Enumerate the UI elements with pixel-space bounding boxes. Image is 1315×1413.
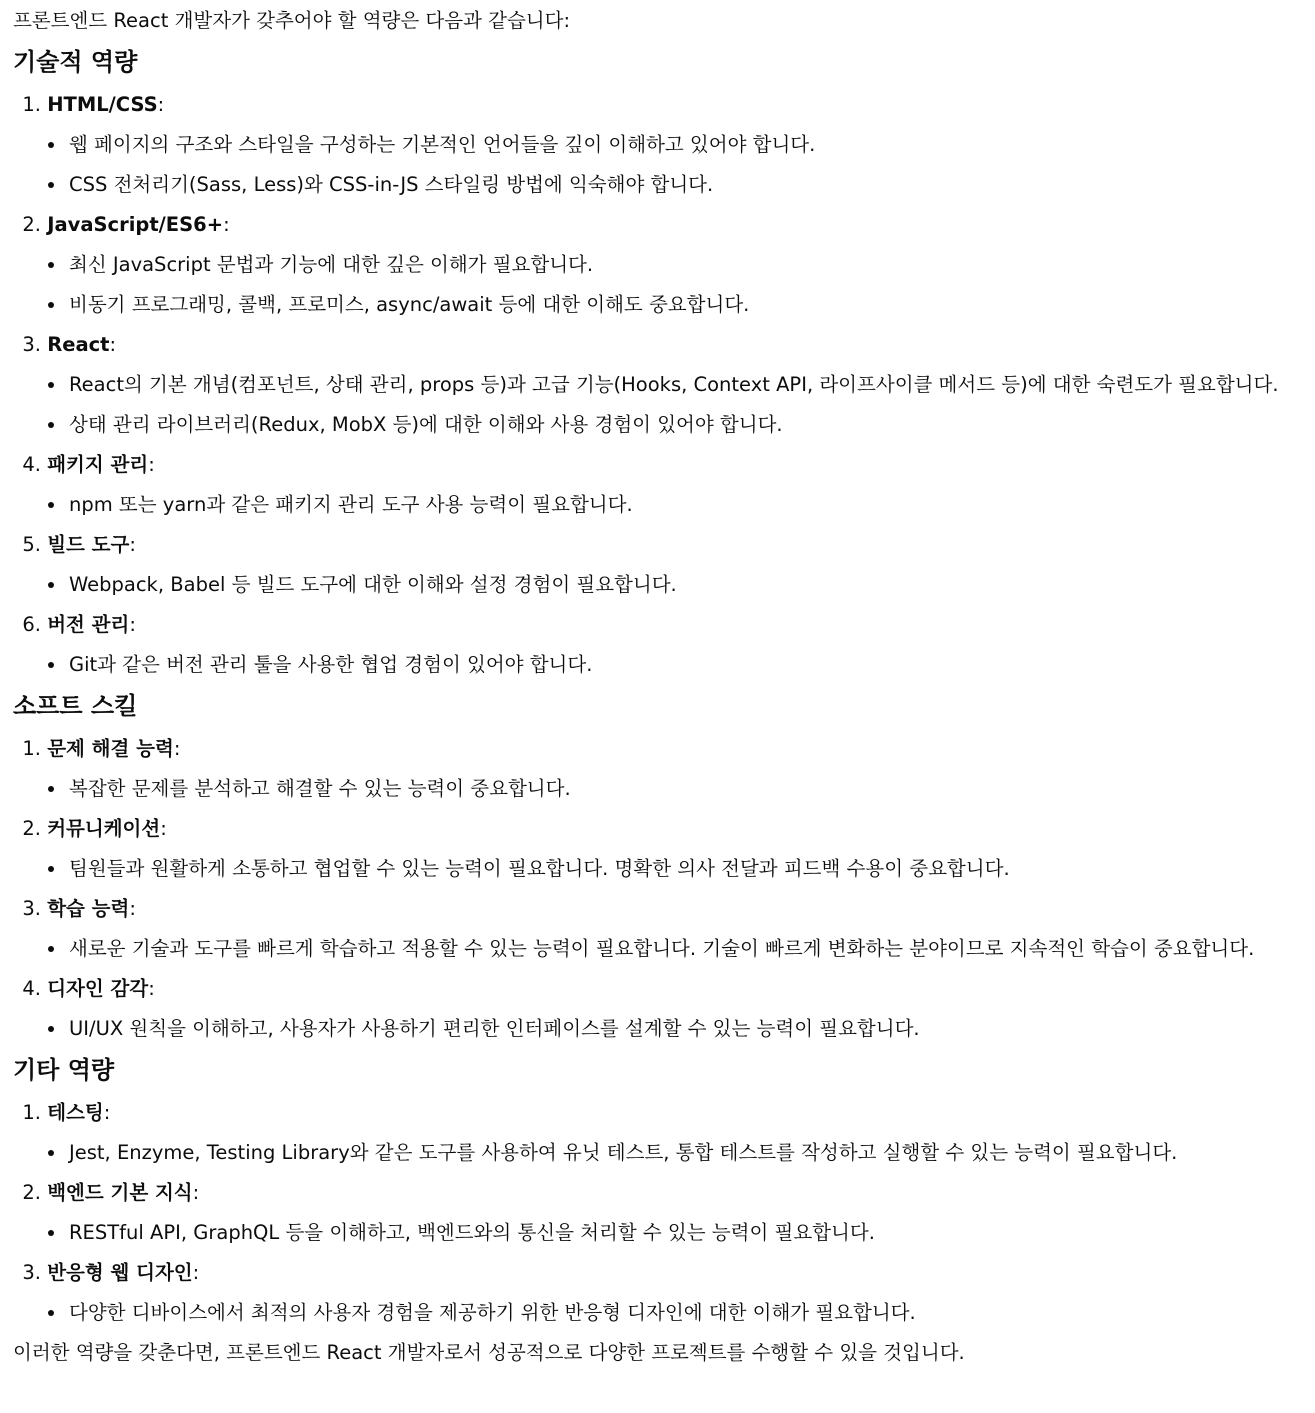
bullet-text: CSS 전처리기(Sass, Less)와 CSS-in-JS 스타일링 방법에 익숙해야 합니다. xyxy=(69,173,714,196)
list-item-colon: : xyxy=(173,737,181,760)
bullet-item xyxy=(13,849,1315,889)
bullet-item xyxy=(13,125,1315,165)
bullet-item xyxy=(13,1133,1315,1173)
list-item-title xyxy=(13,729,1315,769)
list-item-colon: : xyxy=(157,93,165,116)
list-item-title xyxy=(13,1093,1315,1133)
numbered-list xyxy=(13,85,1315,685)
bullet-text: 상태 관리 라이브러리(Redux, MobX 등)에 대한 이해와 사용 경험이 있어야 합니다. xyxy=(69,413,783,436)
list-item-name: JavaScript/ES6+ xyxy=(47,213,224,236)
list-item-number: 2. xyxy=(22,817,41,840)
bullet-dot-icon xyxy=(48,1230,54,1236)
bullet-list xyxy=(13,565,1315,605)
bullet-dot-icon xyxy=(48,1026,54,1032)
bullet-dot-icon xyxy=(48,502,54,508)
bullet-list xyxy=(13,1133,1315,1173)
bullet-dot-icon xyxy=(48,582,54,588)
list-item xyxy=(13,809,1315,889)
list-item-number: 3. xyxy=(22,897,41,920)
list-item xyxy=(13,605,1315,685)
bullet-text: 웹 페이지의 구조와 스타일을 구성하는 기본적인 언어들을 깊이 이해하고 있어야 합니다. xyxy=(69,133,816,156)
list-item xyxy=(13,325,1315,445)
list-item-number: 1. xyxy=(22,93,41,116)
list-item-title xyxy=(13,205,1315,245)
bullet-dot-icon xyxy=(48,302,54,308)
list-item xyxy=(13,1173,1315,1253)
list-item-number: 3. xyxy=(22,333,41,356)
list-item xyxy=(13,85,1315,205)
list-item-name: 문제 해결 능력 xyxy=(47,737,174,760)
list-item-title xyxy=(13,325,1315,365)
bullet-dot-icon xyxy=(48,142,54,148)
bullet-text: 복잡한 문제를 분석하고 해결할 수 있는 능력이 중요합니다. xyxy=(69,777,571,800)
bullet-text: 비동기 프로그래밍, 콜백, 프로미스, async/await 등에 대한 이해도 중요합니다. xyxy=(69,293,750,316)
list-item-name: 버전 관리 xyxy=(47,613,130,636)
list-item-name: 백엔드 기본 지식 xyxy=(47,1181,193,1204)
bullet-item xyxy=(13,245,1315,285)
list-item-name: 반응형 웹 디자인 xyxy=(47,1261,193,1284)
list-item xyxy=(13,729,1315,809)
bullet-item xyxy=(13,1293,1315,1333)
bullet-list xyxy=(13,645,1315,685)
bullet-item xyxy=(13,1213,1315,1253)
list-item xyxy=(13,525,1315,605)
numbered-list xyxy=(13,729,1315,1049)
intro-paragraph: 프론트엔드 React 개발자가 갖추어야 할 역량은 다음과 같습니다: xyxy=(13,9,571,32)
bullet-list xyxy=(13,245,1315,325)
list-item-name: 디자인 감각 xyxy=(47,977,149,1000)
sections-container xyxy=(13,41,1315,1333)
section-heading: 기술적 역량 xyxy=(13,48,138,76)
list-item-name: 학습 능력 xyxy=(47,897,130,920)
bullet-dot-icon xyxy=(48,182,54,188)
list-item-colon: : xyxy=(160,817,167,840)
bullet-list xyxy=(13,929,1315,969)
list-item-title xyxy=(13,1253,1315,1293)
bullet-dot-icon xyxy=(48,786,54,792)
list-item-colon: : xyxy=(109,333,117,356)
list-item xyxy=(13,445,1315,525)
list-item-title xyxy=(13,809,1315,849)
list-item xyxy=(13,889,1315,969)
bullet-item xyxy=(13,165,1315,205)
list-item-colon: : xyxy=(192,1181,200,1204)
list-item-name: 커뮤니케이션 xyxy=(47,817,161,840)
bullet-text: React의 기본 개념(컴포넌트, 상태 관리, props 등)과 고급 기능(Hooks, Context API, 라이프사이클 메서드 등)에 대한 숙련도가 필요합니다. xyxy=(69,373,1279,396)
bullet-dot-icon xyxy=(48,1310,54,1316)
bullet-text: Webpack, Babel 등 빌드 도구에 대한 이해와 설정 경험이 필요합니다. xyxy=(69,573,677,596)
list-item-colon: : xyxy=(129,897,136,920)
bullet-item xyxy=(13,769,1315,809)
bullet-item xyxy=(13,1009,1315,1049)
list-item-colon: : xyxy=(148,977,155,1000)
conclusion-paragraph: 이러한 역량을 갖춘다면, 프론트엔드 React 개발자로서 성공적으로 다양한 프로젝트를 수행할 수 있을 것입니다. xyxy=(13,1341,965,1364)
bullet-list xyxy=(13,849,1315,889)
list-item-colon: : xyxy=(103,1101,111,1124)
bullet-item xyxy=(13,365,1315,405)
list-item-title xyxy=(13,525,1315,565)
bullet-item xyxy=(13,405,1315,445)
bullet-item xyxy=(13,565,1315,605)
list-item-colon: : xyxy=(223,213,230,236)
bullet-item xyxy=(13,285,1315,325)
list-item-number: 4. xyxy=(22,453,41,476)
list-item-name: HTML/CSS xyxy=(47,93,158,116)
list-item xyxy=(13,205,1315,325)
list-item-name: React xyxy=(47,333,110,356)
bullet-item xyxy=(13,929,1315,969)
list-item-title xyxy=(13,85,1315,125)
section-heading: 소프트 스킬 xyxy=(13,692,138,720)
bullet-text: 새로운 기술과 도구를 빠르게 학습하고 적용할 수 있는 능력이 필요합니다. 기술이 빠르게 변화하는 분야이므로 지속적인 학습이 중요합니다. xyxy=(69,937,1255,960)
bullet-list xyxy=(13,1213,1315,1253)
list-item-title xyxy=(13,605,1315,645)
bullet-text: RESTful API, GraphQL 등을 이해하고, 백엔드와의 통신을 처리할 수 있는 능력이 필요합니다. xyxy=(69,1221,875,1244)
list-item-number: 5. xyxy=(22,533,41,556)
list-item-colon: : xyxy=(129,533,136,556)
bullet-text: 최신 JavaScript 문법과 기능에 대한 깊은 이해가 필요합니다. xyxy=(69,253,594,276)
bullet-list xyxy=(13,125,1315,205)
list-item-number: 6. xyxy=(22,613,41,636)
list-item-colon: : xyxy=(148,453,155,476)
list-item-name: 테스팅 xyxy=(47,1101,104,1124)
bullet-dot-icon xyxy=(48,382,54,388)
list-item-title xyxy=(13,969,1315,1009)
bullet-list xyxy=(13,485,1315,525)
bullet-text: npm 또는 yarn과 같은 패키지 관리 도구 사용 능력이 필요합니다. xyxy=(69,493,633,516)
list-item-number: 3. xyxy=(22,1261,41,1284)
bullet-text: 다양한 디바이스에서 최적의 사용자 경험을 제공하기 위한 반응형 디자인에 대한 이해가 필요합니다. xyxy=(69,1301,916,1324)
list-item-number: 1. xyxy=(22,737,41,760)
list-item-title xyxy=(13,1173,1315,1213)
bullet-dot-icon xyxy=(48,262,54,268)
bullet-dot-icon xyxy=(48,662,54,668)
bullet-list xyxy=(13,1009,1315,1049)
list-item-name: 빌드 도구 xyxy=(47,533,130,556)
list-item xyxy=(13,969,1315,1049)
bullet-text: Jest, Enzyme, Testing Library와 같은 도구를 사용하여 유닛 테스트, 통합 테스트를 작성하고 실행할 수 있는 능력이 필요합니다. xyxy=(69,1141,1178,1164)
bullet-text: UI/UX 원칙을 이해하고, 사용자가 사용하기 편리한 인터페이스를 설계할 수 있는 능력이 필요합니다. xyxy=(69,1017,920,1040)
bullet-dot-icon xyxy=(48,866,54,872)
numbered-list xyxy=(13,1093,1315,1333)
list-item-colon: : xyxy=(192,1261,200,1284)
bullet-item xyxy=(13,645,1315,685)
section-heading: 기타 역량 xyxy=(13,1056,115,1084)
bullet-dot-icon xyxy=(48,422,54,428)
bullet-text: Git과 같은 버전 관리 툴을 사용한 협업 경험이 있어야 합니다. xyxy=(69,653,593,676)
list-item xyxy=(13,1253,1315,1333)
bullet-dot-icon xyxy=(48,946,54,952)
bullet-text: 팀원들과 원활하게 소통하고 협업할 수 있는 능력이 필요합니다. 명확한 의사 전달과 피드백 수용이 중요합니다. xyxy=(69,857,1010,880)
bullet-list xyxy=(13,769,1315,809)
bullet-dot-icon xyxy=(48,1150,54,1156)
bullet-item xyxy=(13,485,1315,525)
list-item xyxy=(13,1093,1315,1173)
list-item-colon: : xyxy=(129,613,136,636)
list-item-number: 2. xyxy=(22,213,41,236)
list-item-name: 패키지 관리 xyxy=(47,453,149,476)
list-item-title xyxy=(13,445,1315,485)
list-item-number: 4. xyxy=(22,977,41,1000)
list-item-number: 2. xyxy=(22,1181,41,1204)
list-item-number: 1. xyxy=(22,1101,41,1124)
bullet-list xyxy=(13,365,1315,445)
list-item-title xyxy=(13,889,1315,929)
bullet-list xyxy=(13,1293,1315,1333)
